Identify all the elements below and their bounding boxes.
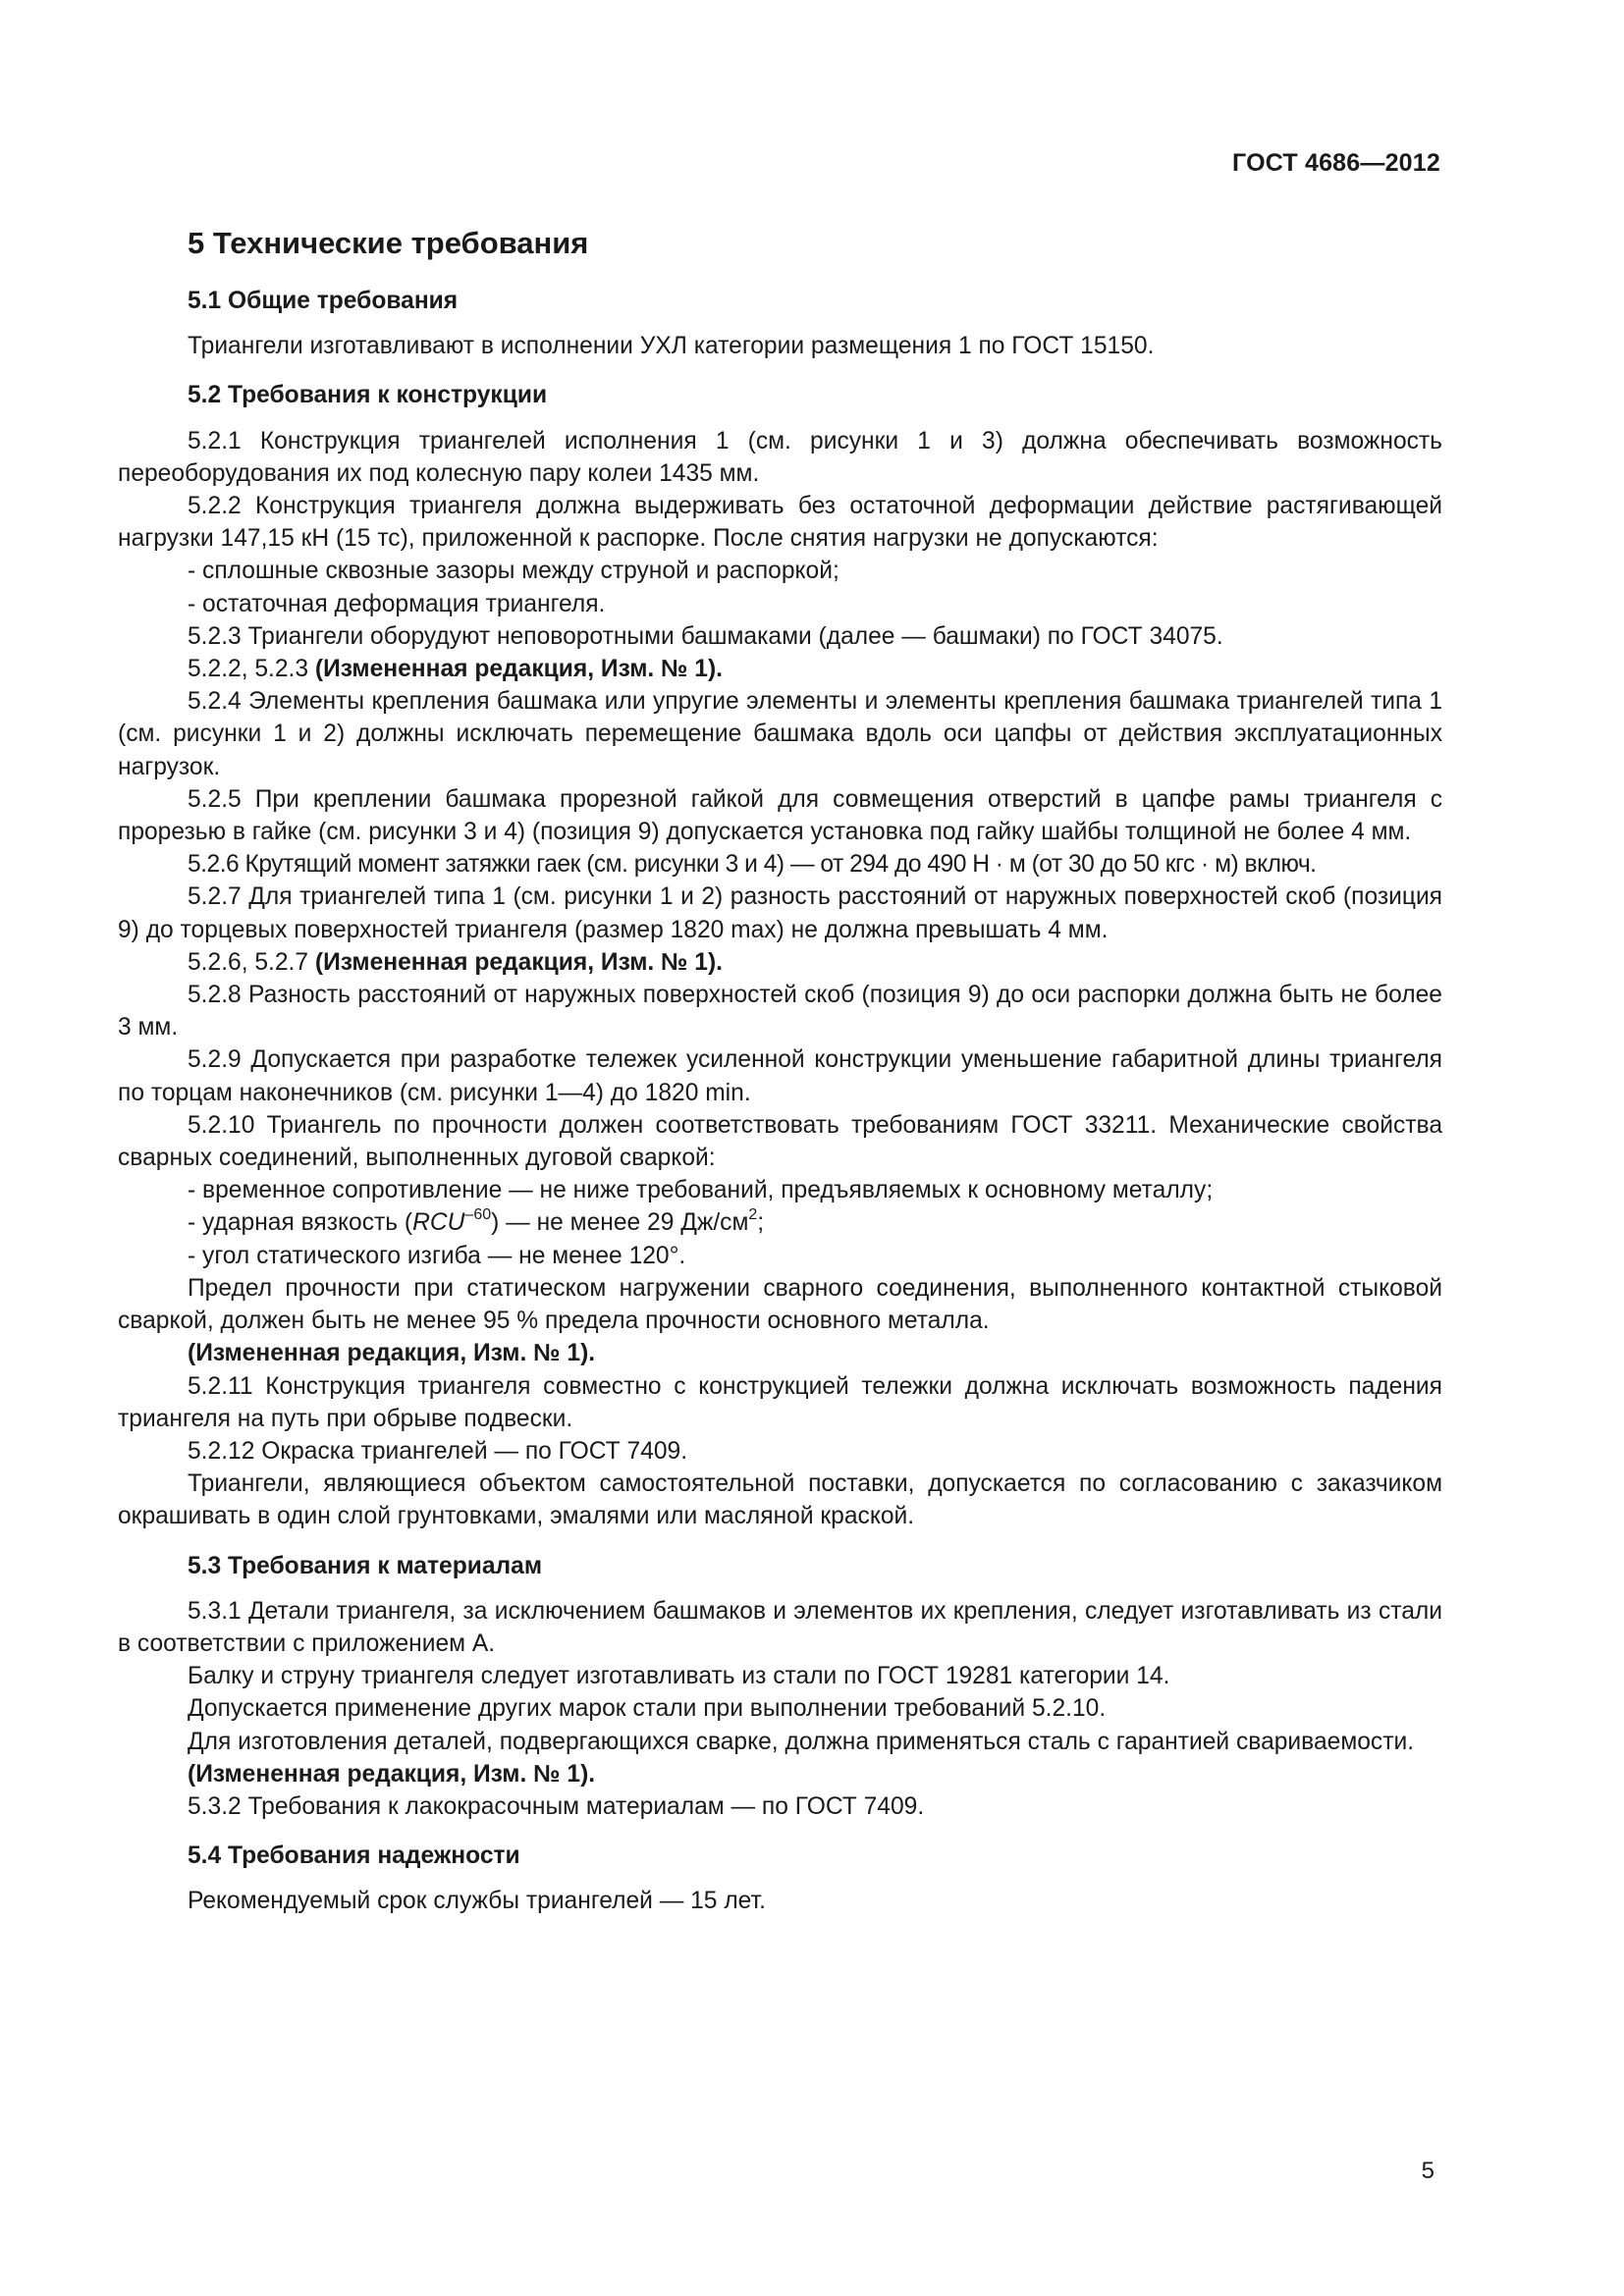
document-code: ГОСТ 4686—2012 bbox=[1232, 149, 1440, 177]
revision-note bbox=[118, 1337, 1442, 1369]
paragraph: Триангели изготавливают в исполнении УХЛ категории размещения 1 по ГОСТ 15150. bbox=[188, 333, 1155, 360]
paragraph-5-2-12: 5.2.12 Окраска триангелей — по ГОСТ 7409. bbox=[188, 1437, 688, 1465]
paragraph-5-2-5: 5.2.5 При креплении башмака прорезной гайкой для совмещения отверстий в цапфе рамы триангеля с прорезью в гайке (см. рисунки 3 и 4) (позиция 9) допускается установка под гайку шайбы толщиной не более 4 мм. bbox=[118, 785, 1442, 846]
superscript: –60 bbox=[464, 1206, 492, 1224]
list-item: - угол статического изгиба — не менее 120°. bbox=[188, 1242, 686, 1269]
list-item bbox=[118, 1206, 1442, 1239]
paragraph-5-2-8: 5.2.8 Разность расстояний от наружных поверхностей скоб (позиция 9) до оси распорки должна быть не более 3 мм. bbox=[118, 982, 1442, 1041]
revision-note-ref: 5.2.2, 5.2.3 bbox=[188, 656, 315, 683]
paragraph-5-2-6: 5.2.6 Крутящий момент затяжки гаек (см. рисунки 3 и 4) — от 294 до 490 Н · м (от 30 до 50 кгс · м) включ. bbox=[188, 851, 1317, 879]
section-title: 5 Технические требования bbox=[188, 226, 589, 260]
paragraph-5-2-4: 5.2.4 Элементы крепления башмака или упругие элементы и элементы крепления башмака триангелей типа 1 (см. рисунки 1 и 2) должны исключать перемещение башмака вдоль оси цапфы от действия эксплуатационных нагрузок. bbox=[118, 688, 1442, 780]
text-fragment: ) — не менее 29 Дж/см bbox=[491, 1209, 749, 1237]
revision-note-label: (Измененная редакция, Изм. № 1). bbox=[314, 948, 724, 976]
paragraph: Рекомендуемый срок службы триангелей — 15 лет. bbox=[188, 1888, 766, 1915]
document-body bbox=[118, 224, 1442, 1918]
rcu-symbol: RCU bbox=[412, 1209, 465, 1237]
paragraph: Балку и струну триангеля следует изготавливать из стали по ГОСТ 19281 категории 14. bbox=[188, 1663, 1170, 1690]
paragraph-5-2-9: 5.2.9 Допускается при разработке тележек усиленной конструкции уменьшение габаритной длины триангеля по торцам наконечников (см. рисунки 1—4) до 1820 min. bbox=[118, 1046, 1442, 1106]
revision-note-label: (Измененная редакция, Изм. № 1). bbox=[314, 656, 724, 683]
text-fragment: ; bbox=[757, 1209, 765, 1237]
list-item: - остаточная деформация триангеля. bbox=[188, 590, 606, 617]
revision-note-label: (Измененная редакция, Изм. № 1). bbox=[188, 1760, 596, 1788]
revision-note bbox=[118, 1758, 1442, 1790]
paragraph-5-2-1: 5.2.1 Конструкция триангелей исполнения 1 (см. рисунки 1 и 3) должна обеспечивать возможность переоборудования их под колесную пару колеи 1435 мм. bbox=[118, 427, 1442, 487]
subsection-title-5-4: 5.4 Требования надежности bbox=[188, 1842, 520, 1870]
superscript: 2 bbox=[748, 1206, 758, 1224]
revision-note bbox=[118, 946, 1442, 979]
subsection-title-5-2: 5.2 Требования к конструкции bbox=[188, 382, 548, 409]
list-item: - сплошные сквозные зазоры между струной и распоркой; bbox=[188, 558, 839, 585]
revision-note bbox=[118, 653, 1442, 685]
paragraph-5-3-2: 5.3.2 Требования к лакокрасочным материалам — по ГОСТ 7409. bbox=[188, 1792, 925, 1820]
paragraph-5-2-7: 5.2.7 Для триангелей типа 1 (см. рисунки 1 и 2) разность расстояний от наружных поверхностей скоб (позиция 9) до торцевых поверхностей триангеля (размер 1820 max) не должна превышать 4 мм. bbox=[118, 883, 1442, 943]
paragraph: Предел прочности при статическом нагружении сварного соединения, выполненного контактной стыковой сваркой, должен быть не менее 95 % предела прочности основного металла. bbox=[118, 1274, 1442, 1335]
list-item: - временное сопротивление — не ниже требований, предъявляемых к основному металлу; bbox=[188, 1177, 1214, 1204]
revision-note-ref: 5.2.6, 5.2.7 bbox=[188, 948, 315, 976]
paragraph-5-2-2: 5.2.2 Конструкция триангеля должна выдерживать без остаточной деформации действие растягивающей нагрузки 147,15 кН (15 тс), приложенной к распорке. После снятия нагрузки не допускаются: bbox=[118, 493, 1442, 553]
subsection-title-5-1: 5.1 Общие требования bbox=[188, 288, 459, 314]
page-number: 5 bbox=[1421, 2158, 1435, 2184]
paragraph-5-2-3: 5.2.3 Триангели оборудуют неповоротными башмаками (далее — башмаки) по ГОСТ 34075. bbox=[188, 622, 1223, 650]
paragraph-5-3-1: 5.3.1 Детали триангеля, за исключением башмаков и элементов их крепления, следует изготавливать из стали в соответствии с приложением А. bbox=[118, 1597, 1442, 1657]
paragraph-5-2-11: 5.2.11 Конструкция триангеля совместно с конструкцией тележки должна исключать возможность падения триангеля на путь при обрыве подвески. bbox=[118, 1372, 1442, 1432]
paragraph: Допускается применение других марок стали при выполнении требований 5.2.10. bbox=[188, 1695, 1107, 1723]
text-fragment: - ударная вязкость ( bbox=[188, 1209, 413, 1237]
paragraph: Для изготовления деталей, подвергающихся сварке, должна применяться сталь с гарантией свариваемости. bbox=[188, 1728, 1415, 1755]
paragraph-5-2-10: 5.2.10 Триангель по прочности должен соответствовать требованиям ГОСТ 33211. Механические свойства сварных соединений, выполненных дуговой сваркой: bbox=[118, 1111, 1442, 1172]
paragraph: Триангели, являющиеся объектом самостоятельной поставки, допускается по согласованию с заказчиком окрашивать в один слой грунтовками, эмалями или масляной краской. bbox=[118, 1470, 1442, 1530]
subsection-title-5-3: 5.3 Требования к материалам bbox=[188, 1552, 543, 1579]
revision-note-label: (Измененная редакция, Изм. № 1). bbox=[188, 1340, 596, 1367]
